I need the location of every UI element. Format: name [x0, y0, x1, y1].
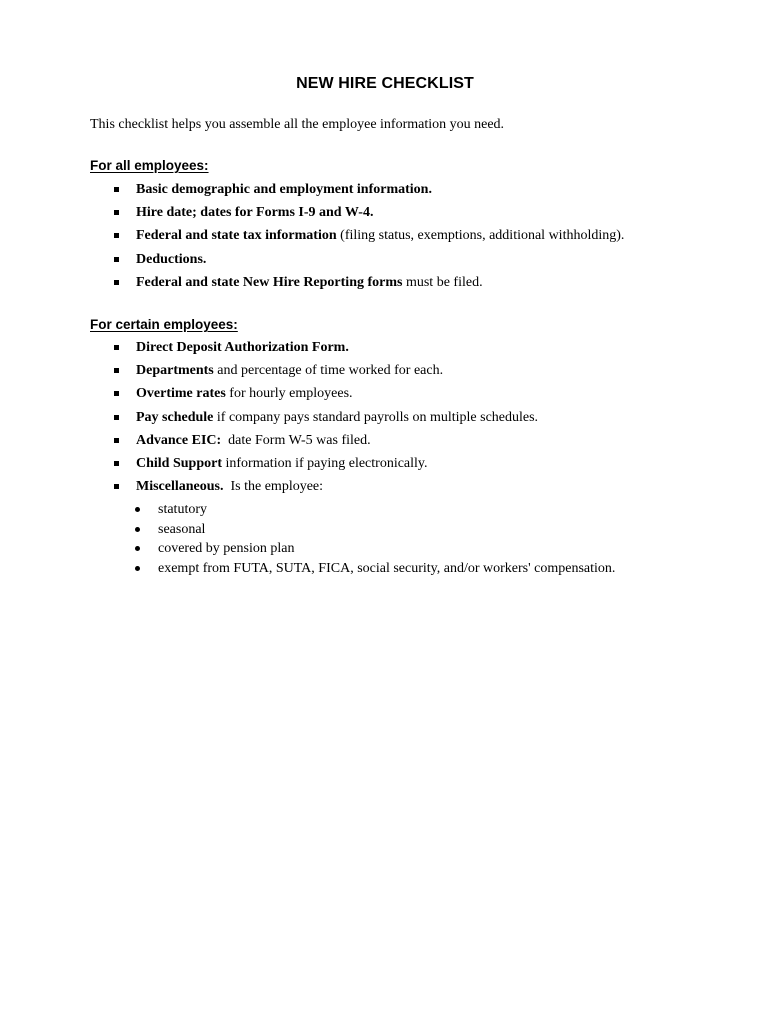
round-bullet-icon: [135, 566, 140, 571]
item-text: (filing status, exemptions, additional withholding).: [336, 228, 625, 244]
intro-text: This checklist helps you assemble all the employee information you need.: [90, 117, 505, 132]
item-bold-text: Deductions.: [136, 251, 207, 267]
round-bullet-icon: [135, 527, 140, 532]
item-bold-text: Departments: [136, 363, 214, 379]
square-bullet-icon: [114, 210, 119, 215]
item-bold-text: Advance EIC:: [136, 432, 222, 448]
item-text: must be filed.: [402, 274, 483, 290]
square-bullet-icon: [114, 233, 119, 238]
square-bullet-icon: [114, 484, 119, 489]
item-bold-text: Pay schedule: [136, 409, 214, 425]
item-bold-text: Federal and state New Hire Reporting forms: [136, 274, 403, 290]
item-text: information if paying electronically.: [221, 455, 428, 471]
round-bullet-icon: [135, 546, 140, 551]
square-bullet-icon: [114, 187, 119, 192]
section-heading-all-employees: For all employees:: [90, 158, 209, 173]
item-text: if company pays standard payrolls on multiple schedules.: [213, 409, 539, 425]
item-text: Is the employee:: [223, 479, 324, 495]
round-bullet-icon: [135, 507, 140, 512]
square-bullet-icon: [114, 257, 119, 262]
item-bold-text: Child Support: [136, 455, 222, 471]
sub-item-text: covered by pension plan: [158, 541, 295, 556]
item-bold-text: Federal and state tax information: [136, 228, 337, 244]
sub-item-text: statutory: [158, 502, 207, 517]
square-bullet-icon: [114, 368, 119, 373]
square-bullet-icon: [114, 391, 119, 396]
section-heading-certain-employees: For certain employees:: [90, 317, 238, 332]
item-bold-text: Miscellaneous.: [136, 479, 224, 495]
item-bold-text: Basic demographic and employment information.: [136, 182, 432, 197]
item-text: for hourly employees.: [225, 386, 353, 402]
sub-item-text: exempt from FUTA, SUTA, FICA, social security, and/or workers' compensation.: [158, 560, 616, 576]
square-bullet-icon: [114, 415, 119, 420]
item-bold-text: Direct Deposit Authorization Form.: [136, 340, 349, 355]
document-title: NEW HIRE CHECKLIST: [296, 75, 474, 92]
item-text: date Form W-5 was filed.: [221, 432, 371, 448]
item-text: and percentage of time worked for each.: [213, 363, 444, 379]
square-bullet-icon: [114, 461, 119, 466]
sub-item-text: seasonal: [158, 521, 206, 537]
square-bullet-icon: [114, 345, 119, 350]
square-bullet-icon: [114, 438, 119, 443]
item-bold-text: Overtime rates: [136, 386, 226, 402]
square-bullet-icon: [114, 280, 119, 285]
item-bold-text: Hire date; dates for Forms I-9 and W-4.: [136, 205, 374, 221]
